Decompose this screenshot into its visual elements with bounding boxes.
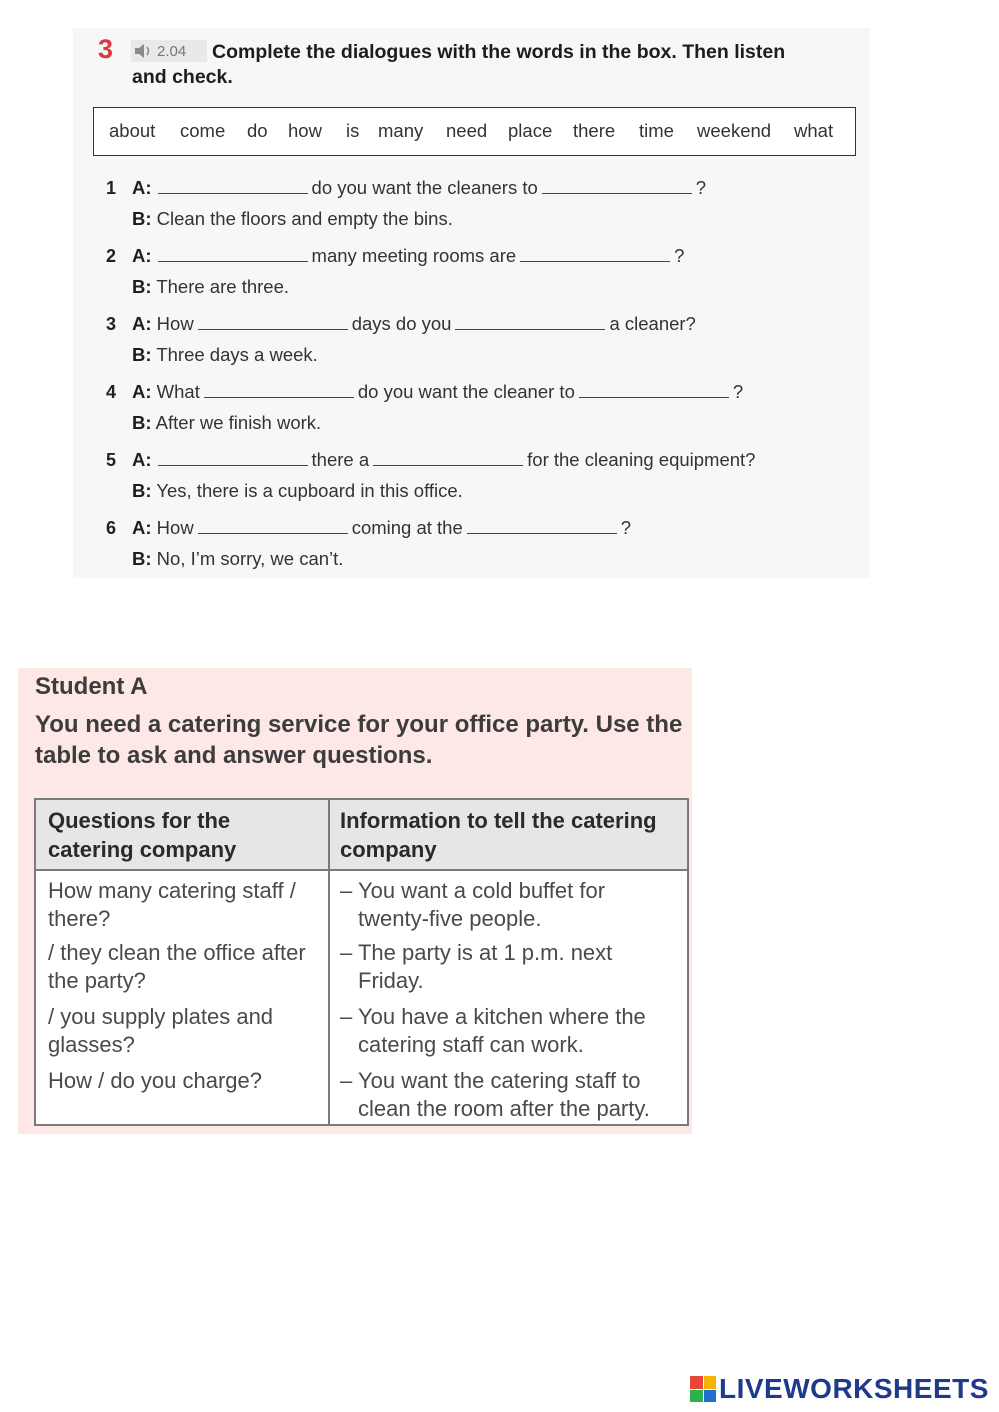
dialogue-text: ? xyxy=(674,245,685,266)
word-box-item: there xyxy=(573,120,616,141)
dialogue-line-a xyxy=(132,245,684,267)
table-question: How / do you charge? xyxy=(48,1068,263,1093)
dialogue-text: What xyxy=(156,381,200,402)
dialogue-number: 3 xyxy=(106,314,117,334)
audio-track-number: 2.04 xyxy=(157,42,187,60)
dialogue-text: Clean the floors and empty the bins. xyxy=(156,208,453,229)
table-information: – You want a cold buffet for twenty-five people. xyxy=(340,878,606,931)
dialogue-number: 4 xyxy=(106,382,117,402)
exercise-number: 3 xyxy=(98,34,114,64)
dialogue-text: many meeting rooms are xyxy=(311,245,517,266)
table-question: / you supply plates and glasses? xyxy=(48,1004,274,1057)
dialogue-line-b xyxy=(132,344,318,366)
exercise-instruction: Complete the dialogues with the words in the box. Then listen and check. xyxy=(132,41,786,88)
dialogue-line-b xyxy=(132,480,463,502)
answer-blank[interactable] xyxy=(204,383,354,398)
word-box-item: time xyxy=(639,120,674,141)
word-box-item: come xyxy=(180,120,226,141)
speaker-label: B: xyxy=(132,344,152,365)
dialogue-line-a xyxy=(132,177,706,199)
word-box xyxy=(93,107,856,156)
dialogue-text: days do you xyxy=(351,313,452,334)
dialogue-line-b xyxy=(132,548,343,570)
table-information: – You want the catering staff to clean the room after the party. xyxy=(340,1068,650,1121)
dialogue-text: There are three. xyxy=(156,276,289,297)
table-header-information: Information to tell the catering company xyxy=(340,808,657,862)
word-box-item: is xyxy=(346,120,360,141)
dialogue-number: 6 xyxy=(106,518,117,538)
speaker-label: A: xyxy=(132,245,152,266)
table-question: How many catering staff / there? xyxy=(48,878,296,931)
student-task: You need a catering service for your office party. Use the table to ask and answer questions. xyxy=(35,711,683,769)
dialogue-line-b xyxy=(132,276,289,298)
dialogue-text: there a xyxy=(311,449,370,470)
speaker-label: A: xyxy=(132,313,152,334)
logo-text: LIVEWORKSHEETS xyxy=(719,1373,989,1404)
dialogue-line-b xyxy=(132,208,453,230)
answer-blank[interactable] xyxy=(158,247,308,262)
dialogue-text: After we finish work. xyxy=(155,412,322,433)
answer-blank[interactable] xyxy=(455,315,605,330)
word-box-item: about xyxy=(109,120,156,141)
table-question: / they clean the office after the party? xyxy=(48,940,306,993)
answer-blank[interactable] xyxy=(467,519,617,534)
dialogue-line-a xyxy=(132,313,696,335)
answer-blank[interactable] xyxy=(198,315,348,330)
word-box-item: how xyxy=(288,120,322,141)
catering-table xyxy=(34,798,689,1126)
audio-track-button[interactable] xyxy=(131,40,207,62)
answer-blank[interactable] xyxy=(373,451,523,466)
table-column-divider xyxy=(328,800,330,1124)
word-box-item: need xyxy=(446,120,488,141)
table-header-questions: Questions for the catering company xyxy=(48,808,237,862)
dialogue-line-b xyxy=(132,412,321,434)
dialogue-text: Yes, there is a cupboard in this office. xyxy=(156,480,463,501)
dialogue-number: 5 xyxy=(106,450,117,470)
dialogue-number: 2 xyxy=(106,246,117,266)
answer-blank[interactable] xyxy=(198,519,348,534)
dialogue-line-a xyxy=(132,449,755,471)
table-information: – You have a kitchen where the catering staff can work. xyxy=(340,1004,646,1057)
dialogue-line-a xyxy=(132,381,743,403)
answer-blank[interactable] xyxy=(520,247,670,262)
dialogue-text: ? xyxy=(695,177,707,198)
dialogue-line-a xyxy=(132,517,631,539)
speaker-label: A: xyxy=(132,449,152,470)
dialogue-text: coming at the xyxy=(351,517,463,538)
answer-blank[interactable] xyxy=(542,179,692,194)
dialogue-text: ? xyxy=(620,517,632,538)
dialogue-text: do you want the cleaner to xyxy=(357,381,575,402)
word-box-item: weekend xyxy=(697,120,772,141)
dialogue-text: No, I’m sorry, we can’t. xyxy=(156,548,344,569)
table-information: – The party is at 1 p.m. next Friday. xyxy=(340,940,613,993)
speaker-label: B: xyxy=(132,412,152,433)
student-title: Student A xyxy=(35,673,148,700)
dialogue-text: ? xyxy=(732,381,744,402)
answer-blank[interactable] xyxy=(579,383,729,398)
answer-blank[interactable] xyxy=(158,179,308,194)
word-box-item: do xyxy=(247,120,268,141)
word-box-item: what xyxy=(794,120,834,141)
dialogue-text: Three days a week. xyxy=(156,344,318,365)
dialogue-number: 1 xyxy=(106,178,117,198)
speaker-label: B: xyxy=(132,548,152,569)
speaker-label: B: xyxy=(132,480,152,501)
answer-blank[interactable] xyxy=(158,451,308,466)
liveworksheets-logo-icon xyxy=(690,1376,716,1402)
speaker-icon xyxy=(134,43,154,59)
speaker-label: A: xyxy=(132,381,152,402)
dialogue-text: a cleaner? xyxy=(609,313,696,334)
word-box-item: place xyxy=(508,120,553,141)
word-box-item: many xyxy=(378,120,424,141)
speaker-label: A: xyxy=(132,177,152,198)
dialogue-text: for the cleaning equipment? xyxy=(527,449,756,470)
speaker-label: B: xyxy=(132,208,152,229)
dialogue-text: How xyxy=(156,517,194,538)
dialogue-text: do you want the cleaners to xyxy=(311,177,538,198)
speaker-label: B: xyxy=(132,276,152,297)
liveworksheets-logo[interactable] xyxy=(690,1373,989,1405)
speaker-label: A: xyxy=(132,517,152,538)
dialogue-text: How xyxy=(156,313,194,334)
